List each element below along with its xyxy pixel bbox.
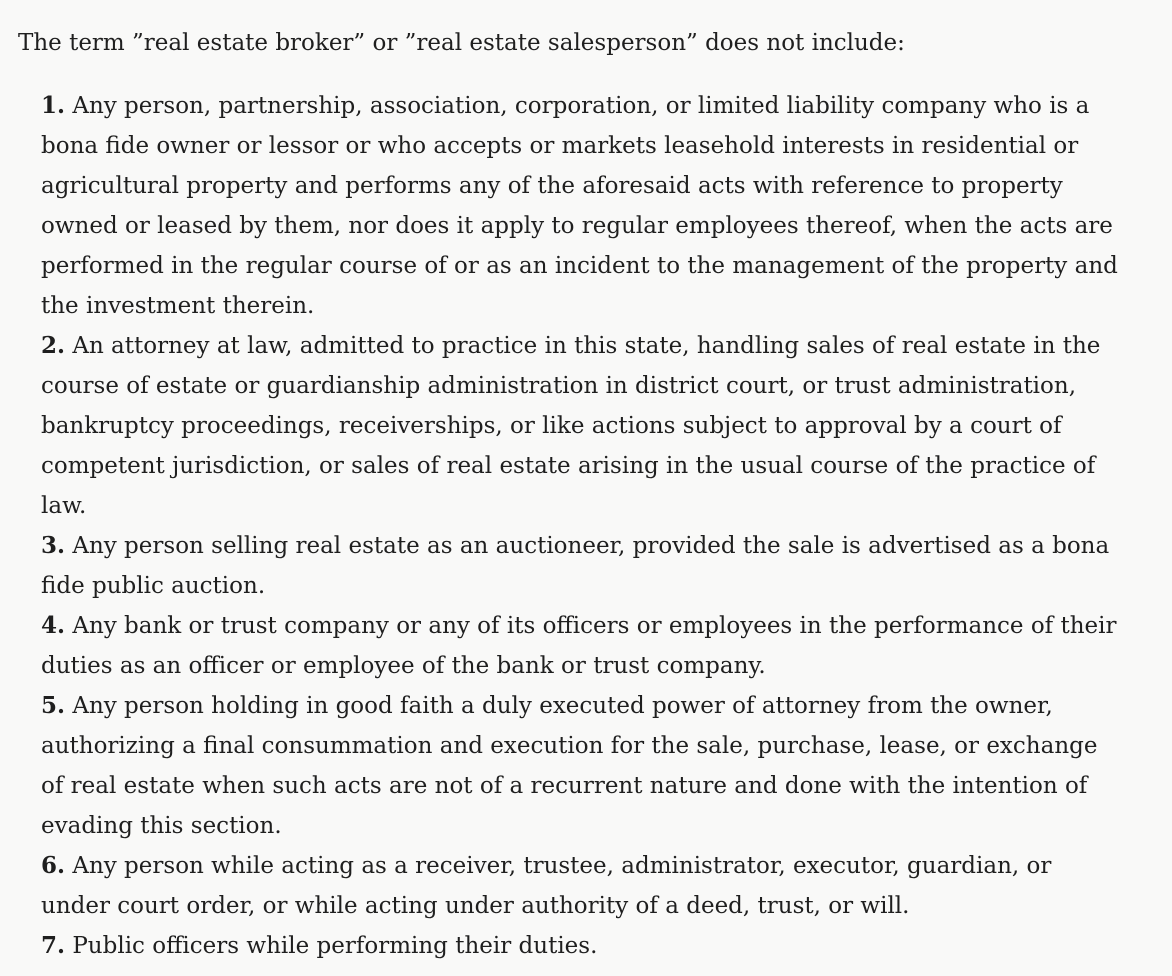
intro-paragraph: The term ”real estate broker” or ”real estate salesperson” does not include: xyxy=(18,30,905,56)
list-item xyxy=(41,846,1127,926)
item-number: 4. xyxy=(41,612,66,639)
list-item xyxy=(41,526,1127,606)
item-number: 6. xyxy=(41,852,66,879)
item-number: 7. xyxy=(41,932,66,959)
list-item xyxy=(41,926,1127,966)
item-number: 1. xyxy=(41,92,66,119)
item-text: Any bank or trust company or any of its officers or employees in the performance of their duties as an officer or employee of the bank or trust company. xyxy=(41,613,1117,679)
item-number: 3. xyxy=(41,532,66,559)
item-text: Any person selling real estate as an auctioneer, provided the sale is advertised as a bona fide public auction. xyxy=(41,533,1110,599)
list-item xyxy=(41,686,1127,846)
item-text: Any person, partnership, association, corporation, or limited liability company who is a bona fide owner or lessor or who accepts or markets leasehold interests in residential or agricultural property and performs any of the aforesaid acts with reference to property owned or leased by them, nor does it apply to regular employees thereof, when the acts are performed in the regular course of or as an incident to the management of the property and the investment therein. xyxy=(41,93,1118,319)
list-item xyxy=(41,86,1127,326)
list-item xyxy=(41,606,1127,686)
item-text: An attorney at law, admitted to practice in this state, handling sales of real estate in the course of estate or guardianship administration in district court, or trust administration, bankruptcy proceedings, receiverships, or like actions subject to approval by a court of competent jurisdiction, or sales of real estate arising in the usual course of the practice of law. xyxy=(41,333,1101,519)
item-text: Public officers while performing their duties. xyxy=(72,933,598,959)
exclusions-list xyxy=(41,86,1127,966)
item-number: 2. xyxy=(41,332,66,359)
item-text: Any person while acting as a receiver, trustee, administrator, executor, guardian, or under court order, or while acting under authority of a deed, trust, or will. xyxy=(41,853,1052,919)
item-number: 5. xyxy=(41,692,66,719)
list-item xyxy=(41,326,1127,526)
item-text: Any person holding in good faith a duly executed power of attorney from the owner, authorizing a final consummation and execution for the sale, purchase, lease, or exchange of real estate when such acts are not of a recurrent nature and done with the intention of evading this section. xyxy=(41,693,1098,839)
